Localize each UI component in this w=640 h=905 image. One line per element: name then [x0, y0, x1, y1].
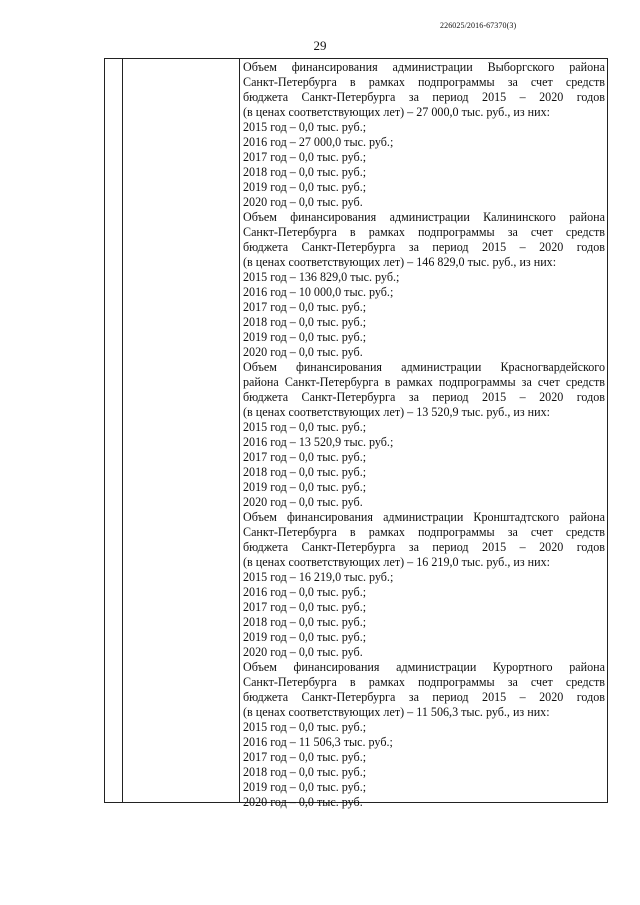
year-amount-line: 2019 год – 0,0 тыс. руб.;: [243, 330, 367, 344]
year-amount-line: 2020 год – 0,0 тыс. руб.: [243, 195, 363, 209]
year-amount-line: 2018 год – 0,0 тыс. руб.;: [243, 315, 367, 329]
year-amount-line: 2020 год – 0,0 тыс. руб.: [243, 345, 363, 359]
year-amount-line: 2020 год – 0,0 тыс. руб.: [243, 795, 363, 809]
section-intro-line: (в ценах соответствующих лет) – 27 000,0 тыс. руб., из них:: [243, 105, 551, 119]
funding-section-kronshtadtsky: [243, 510, 605, 660]
year-amount-line: 2019 год – 0,0 тыс. руб.;: [243, 780, 367, 794]
funding-section-kurortny: [243, 660, 605, 810]
year-amount-line: 2015 год – 16 219,0 тыс. руб.;: [243, 570, 394, 584]
year-amount-line: 2018 год – 0,0 тыс. руб.;: [243, 165, 367, 179]
year-amount-line: 2019 год – 0,0 тыс. руб.;: [243, 180, 367, 194]
section-intro-line: Объем финансирования администрации Выборгского района: [243, 60, 605, 74]
funding-section-vyborgsky: [243, 60, 605, 210]
section-intro-line: (в ценах соответствующих лет) – 146 829,0 тыс. руб., из них:: [243, 255, 557, 269]
section-intro-line: района Санкт-Петербурга в рамках подпрограммы за счет средств: [243, 375, 605, 389]
section-intro-line: Объем финансирования администрации Кронштадтского района: [243, 510, 605, 524]
section-intro-line: (в ценах соответствующих лет) – 13 520,9 тыс. руб., из них:: [243, 405, 551, 419]
year-amount-line: 2015 год – 0,0 тыс. руб.;: [243, 420, 367, 434]
section-intro-line: Объем финансирования администрации Курортного района: [243, 660, 605, 674]
funding-section-kalininsky: [243, 210, 605, 360]
section-intro-line: бюджета Санкт-Петербурга за период 2015 – 2020 годов: [243, 540, 605, 554]
document-code: 226025/2016-67370(3): [440, 21, 517, 30]
column-divider: [122, 59, 123, 802]
section-intro-line: Санкт-Петербурга в рамках подпрограммы за счет средств: [243, 525, 605, 539]
section-intro-line: (в ценах соответствующих лет) – 11 506,3 тыс. руб., из них:: [243, 705, 550, 719]
year-amount-line: 2020 год – 0,0 тыс. руб.: [243, 645, 363, 659]
section-intro-line: (в ценах соответствующих лет) – 16 219,0 тыс. руб., из них:: [243, 555, 551, 569]
section-intro-line: бюджета Санкт-Петербурга за период 2015 – 2020 годов: [243, 240, 605, 254]
year-amount-line: 2016 год – 10 000,0 тыс. руб.;: [243, 285, 394, 299]
section-intro-line: бюджета Санкт-Петербурга за период 2015 – 2020 годов: [243, 90, 605, 104]
year-amount-line: 2019 год – 0,0 тыс. руб.;: [243, 480, 367, 494]
section-intro-line: Санкт-Петербурга в рамках подпрограммы за счет средств: [243, 675, 605, 689]
year-amount-line: 2016 год – 27 000,0 тыс. руб.;: [243, 135, 394, 149]
year-amount-line: 2015 год – 136 829,0 тыс. руб.;: [243, 270, 400, 284]
year-amount-line: 2015 год – 0,0 тыс. руб.;: [243, 720, 367, 734]
year-amount-line: 2017 год – 0,0 тыс. руб.;: [243, 300, 367, 314]
year-amount-line: 2016 год – 0,0 тыс. руб.;: [243, 585, 367, 599]
year-amount-line: 2018 год – 0,0 тыс. руб.;: [243, 765, 367, 779]
section-intro-line: Санкт-Петербурга в рамках подпрограммы за счет средств: [243, 75, 605, 89]
year-amount-line: 2017 год – 0,0 тыс. руб.;: [243, 150, 367, 164]
year-amount-line: 2020 год – 0,0 тыс. руб.: [243, 495, 363, 509]
section-intro-line: Объем финансирования администрации Калининского района: [243, 210, 605, 224]
year-amount-line: 2015 год – 0,0 тыс. руб.;: [243, 120, 367, 134]
year-amount-line: 2016 год – 11 506,3 тыс. руб.;: [243, 735, 393, 749]
year-amount-line: 2018 год – 0,0 тыс. руб.;: [243, 615, 367, 629]
funding-table: [104, 58, 608, 809]
funding-section-krasnogvardeysky: [243, 360, 605, 510]
year-amount-line: 2017 год – 0,0 тыс. руб.;: [243, 750, 367, 764]
section-intro-line: Санкт-Петербурга в рамках подпрограммы за счет средств: [243, 225, 605, 239]
year-amount-line: 2016 год – 13 520,9 тыс. руб.;: [243, 435, 394, 449]
year-amount-line: 2017 год – 0,0 тыс. руб.;: [243, 450, 367, 464]
year-amount-line: 2017 год – 0,0 тыс. руб.;: [243, 600, 367, 614]
page-number: 29: [313, 38, 327, 53]
section-intro-line: бюджета Санкт-Петербурга за период 2015 – 2020 годов: [243, 690, 605, 704]
column-divider: [239, 59, 240, 802]
section-intro-line: бюджета Санкт-Петербурга за период 2015 – 2020 годов: [243, 390, 605, 404]
year-amount-line: 2018 год – 0,0 тыс. руб.;: [243, 465, 367, 479]
funding-text-cell: [243, 60, 605, 810]
section-intro-line: Объем финансирования администрации Красногвардейского: [243, 360, 605, 374]
year-amount-line: 2019 год – 0,0 тыс. руб.;: [243, 630, 367, 644]
